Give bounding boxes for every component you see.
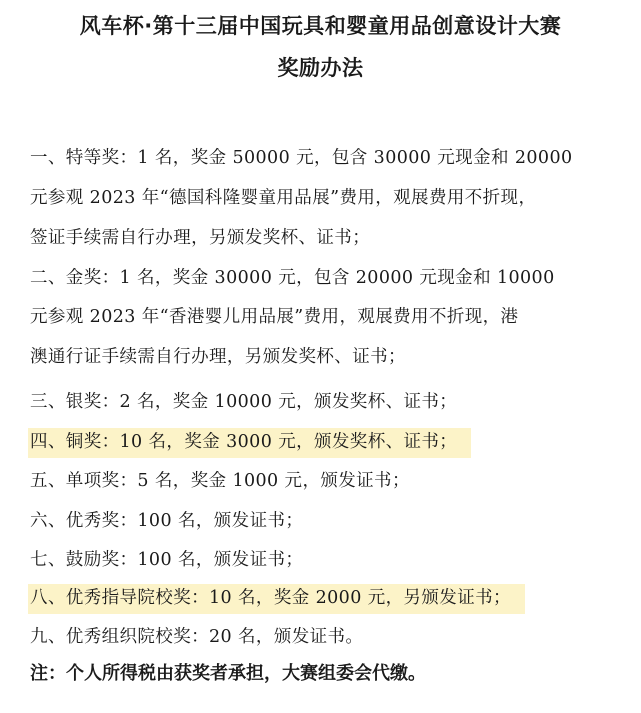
award-line-highlighted	[30, 584, 525, 609]
tax-note: 注：个人所得税由获奖者承担，大赛组委会代缴。	[30, 663, 426, 684]
document-title: 风车杯·第十三届中国玩具和婴童用品创意设计大赛	[79, 14, 562, 38]
award-line: 九、优秀组织院校奖：20 名，颁发证书。	[30, 627, 364, 647]
document-subtitle: 奖励办法	[277, 56, 364, 80]
award-line: 一、特等奖：1 名，奖金 50000 元，包含 30000 元现金和 20000	[30, 148, 573, 168]
highlight-mark: 八、优秀指导院校奖：10 名，奖金 2000 元，另颁发证书；	[28, 584, 525, 614]
award-line: 五、单项奖：5 名，奖金 1000 元，颁发证书；	[30, 471, 410, 491]
award-line: 签证手续需自行办理，另颁发奖杯、证书；	[30, 228, 371, 248]
award-line: 元参观 2023 年“德国科隆婴童用品展”费用，观展费用不折现，	[30, 188, 537, 208]
award-line: 二、金奖：1 名，奖金 30000 元，包含 20000 元现金和 10000	[30, 268, 555, 288]
award-line: 七、鼓励奖：100 名，颁发证书；	[30, 550, 304, 570]
award-line: 三、银奖：2 名，奖金 10000 元，颁发奖杯、证书；	[30, 392, 458, 412]
award-line-highlighted	[30, 428, 471, 453]
award-line: 元参观 2023 年“香港婴儿用品展”费用，观展费用不折现，港	[30, 307, 519, 327]
award-line: 六、优秀奖：100 名，颁发证书；	[30, 511, 304, 531]
highlight-mark: 四、铜奖：10 名，奖金 3000 元，颁发奖杯、证书；	[28, 428, 471, 458]
award-line: 澳通行证手续需自行办理，另颁发奖杯、证书；	[30, 347, 406, 367]
